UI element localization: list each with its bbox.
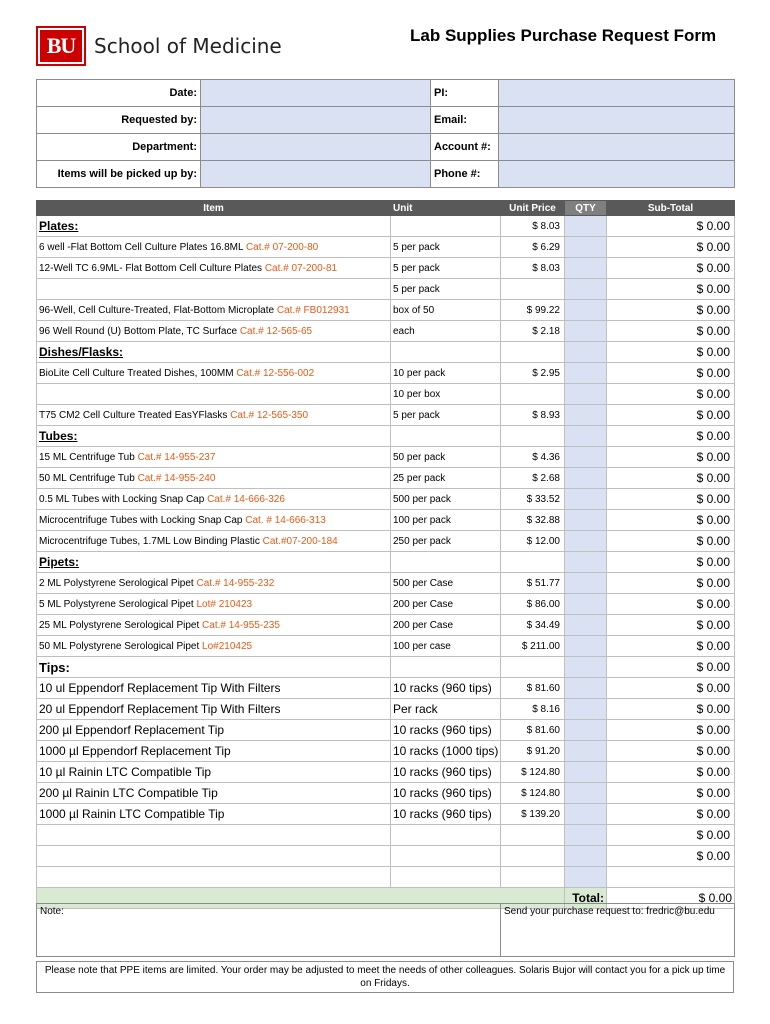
- catalog-number: Lot# 210423: [196, 598, 253, 610]
- item-row: [37, 258, 735, 279]
- qty-input[interactable]: [565, 657, 607, 678]
- school-name: School of Medicine: [94, 34, 282, 58]
- qty-input[interactable]: [565, 279, 607, 300]
- catalog-number: Cat.# 12-565-65: [239, 325, 313, 337]
- catalog-number: Cat.# 12-556-002: [236, 367, 315, 379]
- qty-input[interactable]: [565, 321, 607, 342]
- qty-input[interactable]: [565, 804, 607, 825]
- unit-cell: [391, 342, 501, 363]
- unit-cell: 5 per pack: [391, 258, 501, 279]
- item-name-cell: [37, 447, 391, 468]
- subtotal-cell: $ 0.00: [607, 384, 735, 405]
- note-field[interactable]: [37, 904, 501, 957]
- subtotal-cell: $ 0.00: [607, 720, 735, 741]
- header-label-left: Department:: [37, 134, 201, 161]
- item-row: [37, 279, 735, 300]
- subtotal-cell: $ 0.00: [607, 636, 735, 657]
- unit-price-cell: $ 8.93: [501, 405, 565, 426]
- unit-price-cell: $ 51.77: [501, 573, 565, 594]
- item-name-cell: [37, 489, 391, 510]
- item-row: [37, 321, 735, 342]
- item-row: [37, 300, 735, 321]
- unit-cell: 5 per pack: [391, 237, 501, 258]
- col-item: Item: [37, 201, 391, 216]
- subtotal-cell: $ 0.00: [607, 258, 735, 279]
- item-row: [37, 405, 735, 426]
- unit-cell: 10 per pack: [391, 363, 501, 384]
- unit-price-cell: [501, 657, 565, 678]
- unit-cell: 5 per pack: [391, 279, 501, 300]
- note-label: Note:: [40, 906, 64, 917]
- subtotal-cell: $ 0.00: [607, 489, 735, 510]
- unit-price-cell: $ 81.60: [501, 678, 565, 699]
- item-name-cell: [37, 846, 391, 867]
- unit-price-cell: [501, 384, 565, 405]
- item-name: 96 Well Round (U) Bottom Plate, TC Surface: [39, 325, 240, 337]
- subtotal-cell: $ 0.00: [607, 657, 735, 678]
- qty-input[interactable]: [565, 363, 607, 384]
- catalog-number: Cat.# 14-955-240: [137, 472, 216, 484]
- item-name: 96-Well, Cell Culture-Treated, Flat-Bottom Microplate: [39, 304, 277, 316]
- catalog-number: Cat.# 12-565-350: [230, 409, 309, 421]
- subtotal-cell: $ 0.00: [607, 552, 735, 573]
- header-label-right: Account #:: [431, 134, 499, 161]
- qty-input[interactable]: [565, 258, 607, 279]
- column-header-row: [37, 201, 735, 216]
- item-name-cell: [37, 405, 391, 426]
- unit-cell: [391, 867, 501, 888]
- subtotal-cell: $ 0.00: [607, 762, 735, 783]
- header-label-left: Date:: [37, 80, 201, 107]
- qty-input[interactable]: [565, 720, 607, 741]
- qty-input[interactable]: [565, 867, 607, 888]
- item-name-cell: [37, 615, 391, 636]
- unit-price-cell: $ 139.20: [501, 804, 565, 825]
- unit-cell: 100 per pack: [391, 510, 501, 531]
- subtotal-cell: $ 0.00: [607, 699, 735, 720]
- unit-cell: Per rack: [391, 699, 501, 720]
- item-name-cell: [37, 741, 391, 762]
- header-input-left[interactable]: [201, 80, 431, 107]
- item-name-cell: [37, 300, 391, 321]
- qty-input[interactable]: [565, 384, 607, 405]
- subtotal-cell: $ 0.00: [607, 426, 735, 447]
- header-label-left: Items will be picked up by:: [37, 161, 201, 188]
- unit-cell: box of 50: [391, 300, 501, 321]
- category-title: Tubes:: [37, 426, 391, 447]
- send-to-text: Send your purchase request to: fredric@bu.edu: [504, 906, 715, 917]
- col-subtotal: Sub-Total: [607, 201, 735, 216]
- qty-input[interactable]: [565, 573, 607, 594]
- item-row: [37, 468, 735, 489]
- subtotal-cell: $ 0.00: [607, 783, 735, 804]
- qty-input[interactable]: [565, 699, 607, 720]
- item-name: 2 ML Polystyrene Serological Pipet: [39, 577, 197, 589]
- header-input-left[interactable]: [201, 107, 431, 134]
- item-name-cell: [37, 678, 391, 699]
- item-name-cell: [37, 636, 391, 657]
- unit-price-cell: $ 124.80: [501, 762, 565, 783]
- qty-input[interactable]: [565, 678, 607, 699]
- header-fields-table: [36, 79, 735, 188]
- unit-price-cell: $ 12.00: [501, 531, 565, 552]
- total-label: Total:: [565, 888, 607, 909]
- header-input-right[interactable]: [499, 107, 735, 134]
- footer-notice: Please note that PPE items are limited. Your order may be adjusted to meet the needs of other colleagues. Solaris Bujor will contact you for a pick up time on Fridays.: [36, 961, 734, 993]
- unit-cell: 10 racks (960 tips): [391, 804, 501, 825]
- unit-price-cell: [501, 552, 565, 573]
- item-row: [37, 762, 735, 783]
- qty-input[interactable]: [565, 825, 607, 846]
- item-row: [37, 447, 735, 468]
- unit-price-cell: $ 2.18: [501, 321, 565, 342]
- category-row: [37, 657, 735, 678]
- item-name-cell: [37, 720, 391, 741]
- subtotal-cell: $ 0.00: [607, 363, 735, 384]
- unit-cell: 10 racks (960 tips): [391, 720, 501, 741]
- item-name-cell: [37, 468, 391, 489]
- category-row: [37, 216, 735, 237]
- catalog-number: Cat.# 07-200-80: [245, 241, 319, 253]
- item-row: [37, 363, 735, 384]
- unit-price-cell: $ 211.00: [501, 636, 565, 657]
- subtotal-cell: $ 0.00: [607, 447, 735, 468]
- catalog-number: Cat.# 14-666-326: [207, 493, 285, 505]
- subtotal-cell: $ 0.00: [607, 804, 735, 825]
- unit-price-cell: $ 34.49: [501, 615, 565, 636]
- header-label-right: Phone #:: [431, 161, 499, 188]
- header-label-right: Email:: [431, 107, 499, 134]
- unit-cell: 10 racks (1000 tips): [391, 741, 501, 762]
- unit-price-cell: $ 81.60: [501, 720, 565, 741]
- unit-cell: 200 per Case: [391, 594, 501, 615]
- subtotal-cell: $ 0.00: [607, 825, 735, 846]
- item-name-cell: [37, 867, 391, 888]
- item-name: 1000 µl Eppendorf Replacement Tip: [39, 744, 231, 758]
- qty-input[interactable]: [565, 216, 607, 237]
- catalog-number: Cat.# 14-955-232: [196, 577, 275, 589]
- item-name: Microcentrifuge Tubes, 1.7ML Low Binding Plastic: [39, 535, 263, 547]
- item-name: 50 ML Centrifuge Tub: [39, 472, 138, 484]
- subtotal-cell: $ 0.00: [607, 405, 735, 426]
- qty-input[interactable]: [565, 447, 607, 468]
- unit-price-cell: $ 6.29: [501, 237, 565, 258]
- unit-cell: [391, 426, 501, 447]
- unit-cell: [391, 552, 501, 573]
- unit-cell: 200 per Case: [391, 615, 501, 636]
- header-input-left[interactable]: [201, 161, 431, 188]
- item-name: 10 µl Rainin LTC Compatible Tip: [39, 765, 212, 779]
- catalog-number: Cat. # 14-666-313: [245, 514, 326, 526]
- header-field-row: [37, 80, 735, 107]
- item-name: 20 ul Eppendorf Replacement Tip With Filters: [39, 702, 281, 716]
- header-field-row: [37, 107, 735, 134]
- subtotal-cell: $ 0.00: [607, 216, 735, 237]
- unit-cell: 500 per pack: [391, 489, 501, 510]
- subtotal-cell: $ 0.00: [607, 531, 735, 552]
- item-name-cell: [37, 762, 391, 783]
- subtotal-cell: $ 0.00: [607, 342, 735, 363]
- note-table: [36, 903, 735, 957]
- qty-input[interactable]: [565, 510, 607, 531]
- item-row: [37, 237, 735, 258]
- unit-cell: each: [391, 321, 501, 342]
- unit-price-cell: $ 91.20: [501, 741, 565, 762]
- item-name: 5 ML Polystyrene Serological Pipet: [39, 598, 197, 610]
- item-row: [37, 678, 735, 699]
- qty-input[interactable]: [565, 342, 607, 363]
- bu-logo: [38, 28, 282, 64]
- item-row: [37, 531, 735, 552]
- qty-input[interactable]: [565, 615, 607, 636]
- unit-cell: 10 racks (960 tips): [391, 678, 501, 699]
- catalog-number: Cat.# FB012931: [276, 304, 350, 316]
- header-label-right: PI:: [431, 80, 499, 107]
- supplies-table: [36, 200, 735, 909]
- subtotal-cell: $ 0.00: [607, 573, 735, 594]
- unit-cell: 25 per pack: [391, 468, 501, 489]
- header-input-right[interactable]: [499, 161, 735, 188]
- item-name-cell: [37, 825, 391, 846]
- col-unit: Unit: [391, 201, 501, 216]
- item-name: 50 ML Polystyrene Serological Pipet: [39, 640, 203, 652]
- header-label-left: Requested by:: [37, 107, 201, 134]
- qty-input[interactable]: [565, 531, 607, 552]
- item-row: [37, 804, 735, 825]
- unit-price-cell: [501, 342, 565, 363]
- bu-logo-mark: BU: [38, 28, 84, 64]
- item-name-cell: [37, 699, 391, 720]
- header-field-row: [37, 134, 735, 161]
- subtotal-cell: $ 0.00: [607, 237, 735, 258]
- item-name: 25 ML Polystyrene Serological Pipet: [39, 619, 203, 631]
- unit-cell: 5 per pack: [391, 405, 501, 426]
- category-title: Pipets:: [37, 552, 391, 573]
- item-name-cell: [37, 279, 391, 300]
- unit-price-cell: $ 2.68: [501, 468, 565, 489]
- item-row: [37, 825, 735, 846]
- unit-cell: 250 per pack: [391, 531, 501, 552]
- qty-input[interactable]: [565, 237, 607, 258]
- subtotal-cell: $ 0.00: [607, 594, 735, 615]
- unit-price-cell: $ 2.95: [501, 363, 565, 384]
- unit-cell: [391, 216, 501, 237]
- item-name-cell: [37, 804, 391, 825]
- item-name: 1000 µl Rainin LTC Compatible Tip: [39, 807, 225, 821]
- col-qty: QTY: [565, 201, 607, 216]
- subtotal-cell: $ 0.00: [607, 510, 735, 531]
- item-name: 200 µl Rainin LTC Compatible Tip: [39, 786, 218, 800]
- item-row: [37, 867, 735, 888]
- total-value: $ 0.00: [607, 888, 735, 909]
- send-to-cell: [501, 904, 735, 957]
- unit-cell: 500 per Case: [391, 573, 501, 594]
- unit-price-cell: [501, 846, 565, 867]
- catalog-number: Cat.# 14-955-237: [137, 451, 216, 463]
- category-title: Tips:: [37, 657, 391, 678]
- item-row: [37, 783, 735, 804]
- subtotal-cell: $ 0.00: [607, 615, 735, 636]
- item-row: [37, 510, 735, 531]
- catalog-number: Cat.# 07-200-81: [264, 262, 338, 274]
- item-row: [37, 741, 735, 762]
- unit-price-cell: [501, 279, 565, 300]
- unit-cell: 10 racks (960 tips): [391, 783, 501, 804]
- item-row: [37, 636, 735, 657]
- unit-price-cell: [501, 825, 565, 846]
- unit-price-cell: $ 8.03: [501, 216, 565, 237]
- unit-cell: 10 per box: [391, 384, 501, 405]
- category-title: Dishes/Flasks:: [37, 342, 391, 363]
- item-row: [37, 846, 735, 867]
- unit-cell: [391, 825, 501, 846]
- item-row: [37, 384, 735, 405]
- item-name-cell: [37, 783, 391, 804]
- item-name-cell: [37, 321, 391, 342]
- item-row: [37, 699, 735, 720]
- unit-price-cell: $ 99.22: [501, 300, 565, 321]
- qty-input[interactable]: [565, 636, 607, 657]
- qty-input[interactable]: [565, 468, 607, 489]
- qty-input[interactable]: [565, 489, 607, 510]
- item-name: Microcentrifuge Tubes with Locking Snap Cap: [39, 514, 246, 526]
- subtotal-cell: $ 0.00: [607, 741, 735, 762]
- qty-input[interactable]: [565, 741, 607, 762]
- qty-input[interactable]: [565, 300, 607, 321]
- unit-price-cell: $ 4.36: [501, 447, 565, 468]
- item-name: 15 ML Centrifuge Tub: [39, 451, 138, 463]
- catalog-number: Lo#210425: [202, 640, 253, 652]
- unit-price-cell: $ 33.52: [501, 489, 565, 510]
- item-row: [37, 573, 735, 594]
- qty-input[interactable]: [565, 552, 607, 573]
- item-row: [37, 594, 735, 615]
- subtotal-cell: [607, 867, 735, 888]
- unit-cell: [391, 846, 501, 867]
- item-name-cell: [37, 384, 391, 405]
- category-title: Plates:: [37, 216, 391, 237]
- subtotal-cell: $ 0.00: [607, 468, 735, 489]
- col-unit-price: Unit Price: [501, 201, 565, 216]
- subtotal-cell: $ 0.00: [607, 678, 735, 699]
- item-row: [37, 489, 735, 510]
- subtotal-cell: $ 0.00: [607, 279, 735, 300]
- category-row: [37, 552, 735, 573]
- unit-cell: 50 per pack: [391, 447, 501, 468]
- unit-price-cell: $ 32.88: [501, 510, 565, 531]
- item-row: [37, 615, 735, 636]
- qty-input[interactable]: [565, 783, 607, 804]
- item-name-cell: [37, 573, 391, 594]
- item-name-cell: [37, 237, 391, 258]
- header-input-right[interactable]: [499, 134, 735, 161]
- unit-price-cell: [501, 867, 565, 888]
- subtotal-cell: $ 0.00: [607, 846, 735, 867]
- item-name-cell: [37, 258, 391, 279]
- unit-price-cell: $ 124.80: [501, 783, 565, 804]
- unit-price-cell: $ 86.00: [501, 594, 565, 615]
- unit-cell: [391, 657, 501, 678]
- unit-price-cell: $ 8.03: [501, 258, 565, 279]
- category-row: [37, 426, 735, 447]
- item-row: [37, 720, 735, 741]
- item-name: 6 well -Flat Bottom Cell Culture Plates 16.8ML: [39, 241, 246, 253]
- unit-price-cell: [501, 426, 565, 447]
- item-name-cell: [37, 510, 391, 531]
- subtotal-cell: $ 0.00: [607, 321, 735, 342]
- category-row: [37, 342, 735, 363]
- item-name: 12-Well TC 6.9ML- Flat Bottom Cell Culture Plates: [39, 262, 265, 274]
- qty-input[interactable]: [565, 405, 607, 426]
- header-input-left[interactable]: [201, 134, 431, 161]
- qty-input[interactable]: [565, 426, 607, 447]
- item-name-cell: [37, 531, 391, 552]
- item-name: 0.5 ML Tubes with Locking Snap Cap: [39, 493, 208, 505]
- item-name-cell: [37, 594, 391, 615]
- item-name: 10 ul Eppendorf Replacement Tip With Filters: [39, 681, 281, 695]
- item-name-cell: [37, 363, 391, 384]
- item-name: BioLite Cell Culture Treated Dishes, 100MM: [39, 367, 237, 379]
- qty-input[interactable]: [565, 846, 607, 867]
- catalog-number: Cat.#07-200-184: [262, 535, 338, 547]
- unit-cell: 100 per case: [391, 636, 501, 657]
- unit-price-cell: $ 8.16: [501, 699, 565, 720]
- item-name: 200 µl Eppendorf Replacement Tip: [39, 723, 225, 737]
- qty-input[interactable]: [565, 762, 607, 783]
- catalog-number: Cat.# 14-955-235: [202, 619, 280, 631]
- header-input-right[interactable]: [499, 80, 735, 107]
- unit-cell: 10 racks (960 tips): [391, 762, 501, 783]
- qty-input[interactable]: [565, 594, 607, 615]
- header-field-row: [37, 161, 735, 188]
- item-name: T75 CM2 Cell Culture Treated EasYFlasks: [39, 409, 231, 421]
- subtotal-cell: $ 0.00: [607, 300, 735, 321]
- form-title: Lab Supplies Purchase Request Form: [410, 26, 717, 45]
